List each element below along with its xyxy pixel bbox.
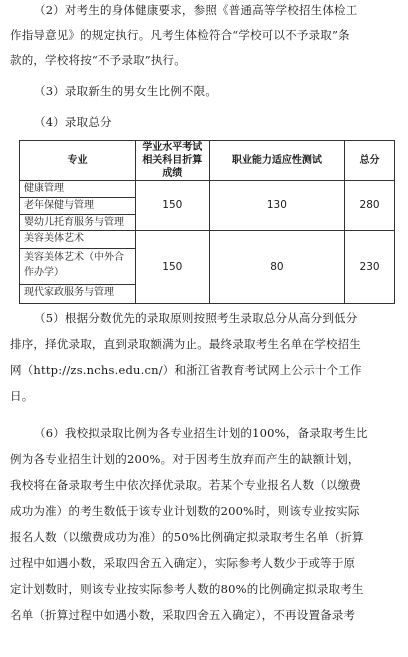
paragraph-6-line-4: 成功为准）的考生数低于该专业计划数的200%时，则该专业按实际 [10, 504, 360, 518]
paragraph-6-line-3: 我校将在备录取考生中依次择优录取。若某个专业报名人数（以缴费 [10, 478, 361, 492]
table-header-row [20, 141, 395, 181]
header-total-score: 总分 [345, 141, 395, 181]
paragraph-3: （3）录取新生的男女生比例不限。 [34, 84, 218, 98]
major-item: 美容美体艺术 [20, 231, 135, 249]
header-major: 专业 [20, 141, 136, 181]
paragraph-6-line-2: 例为各专业招生计划的200%。对于因考生放弃而产生的缺额计划， [10, 452, 360, 466]
aptitude-score-cell: 80 [209, 231, 344, 304]
paragraph-6-line-1: （6）我校拟录取比例为各专业招生计划的100%，备录取考生比 [34, 426, 368, 440]
paragraph-6-line-5: 报名人数（以缴费成功为准）的50%比例确定拟录取考生名单（折算 [10, 530, 364, 544]
admission-score-table [19, 140, 395, 304]
paragraph-6-line-8: 名单（折算过程中如遇小数，采取四舍五入确定），不再设置备录考 [10, 608, 356, 622]
major-item: 老年保健与管理 [20, 198, 135, 215]
academic-score-cell: 150 [135, 231, 209, 304]
paragraph-6-line-7: 定计划数时，则该专业按实际参考人数的80%的比例确定拟录取考生 [10, 582, 364, 596]
paragraph-5-line-4: 日。 [10, 389, 34, 403]
paragraph-4-heading: （4）录取总分 [34, 115, 112, 129]
table-row [20, 231, 395, 304]
major-item: 现代家政服务与管理 [24, 287, 114, 298]
major-group-2 [20, 231, 136, 304]
major-item: 婴幼儿托育服务与管理 [24, 217, 124, 228]
paragraph-6-line-6: 过程中如遇小数，采取四舍五入确定），实际参考人数少于或等于原 [10, 556, 356, 570]
paragraph-2-line-1: （2）对考生的身体健康要求，参照《普通高等学校招生体检工 [34, 3, 358, 17]
table-row [20, 181, 395, 231]
total-score-cell: 230 [345, 231, 395, 304]
header-academic-score: 学业水平考试相关科目折算成绩 [135, 141, 209, 181]
paragraph-5-line-2: 排序，择优录取，直到录取额满为止。最终录取考生名单在学校招生 [10, 337, 361, 351]
aptitude-score-cell: 130 [209, 181, 344, 231]
paragraph-2-line-3: 款的，学校将按“不予录取”执行。 [10, 53, 186, 67]
total-score-cell: 280 [345, 181, 395, 231]
major-group-1 [20, 181, 136, 231]
paragraph-2-line-2: 作指导意见》的规定执行。凡考生体检符合“学校可以不予录取”条 [10, 28, 350, 42]
header-aptitude-test: 职业能力适应性测试 [209, 141, 344, 181]
academic-score-cell: 150 [135, 181, 209, 231]
major-item: 健康管理 [20, 181, 135, 198]
major-item: 美容美体艺术（中外合作办学） [20, 249, 135, 285]
paragraph-5-line-3: 网（http://zs.nchs.edu.cn/）和浙江省教育考试网上公示十个工作 [10, 363, 362, 377]
paragraph-5-line-1: （5）根据分数优先的录取原则按照考生录取总分从高分到低分 [34, 311, 358, 325]
